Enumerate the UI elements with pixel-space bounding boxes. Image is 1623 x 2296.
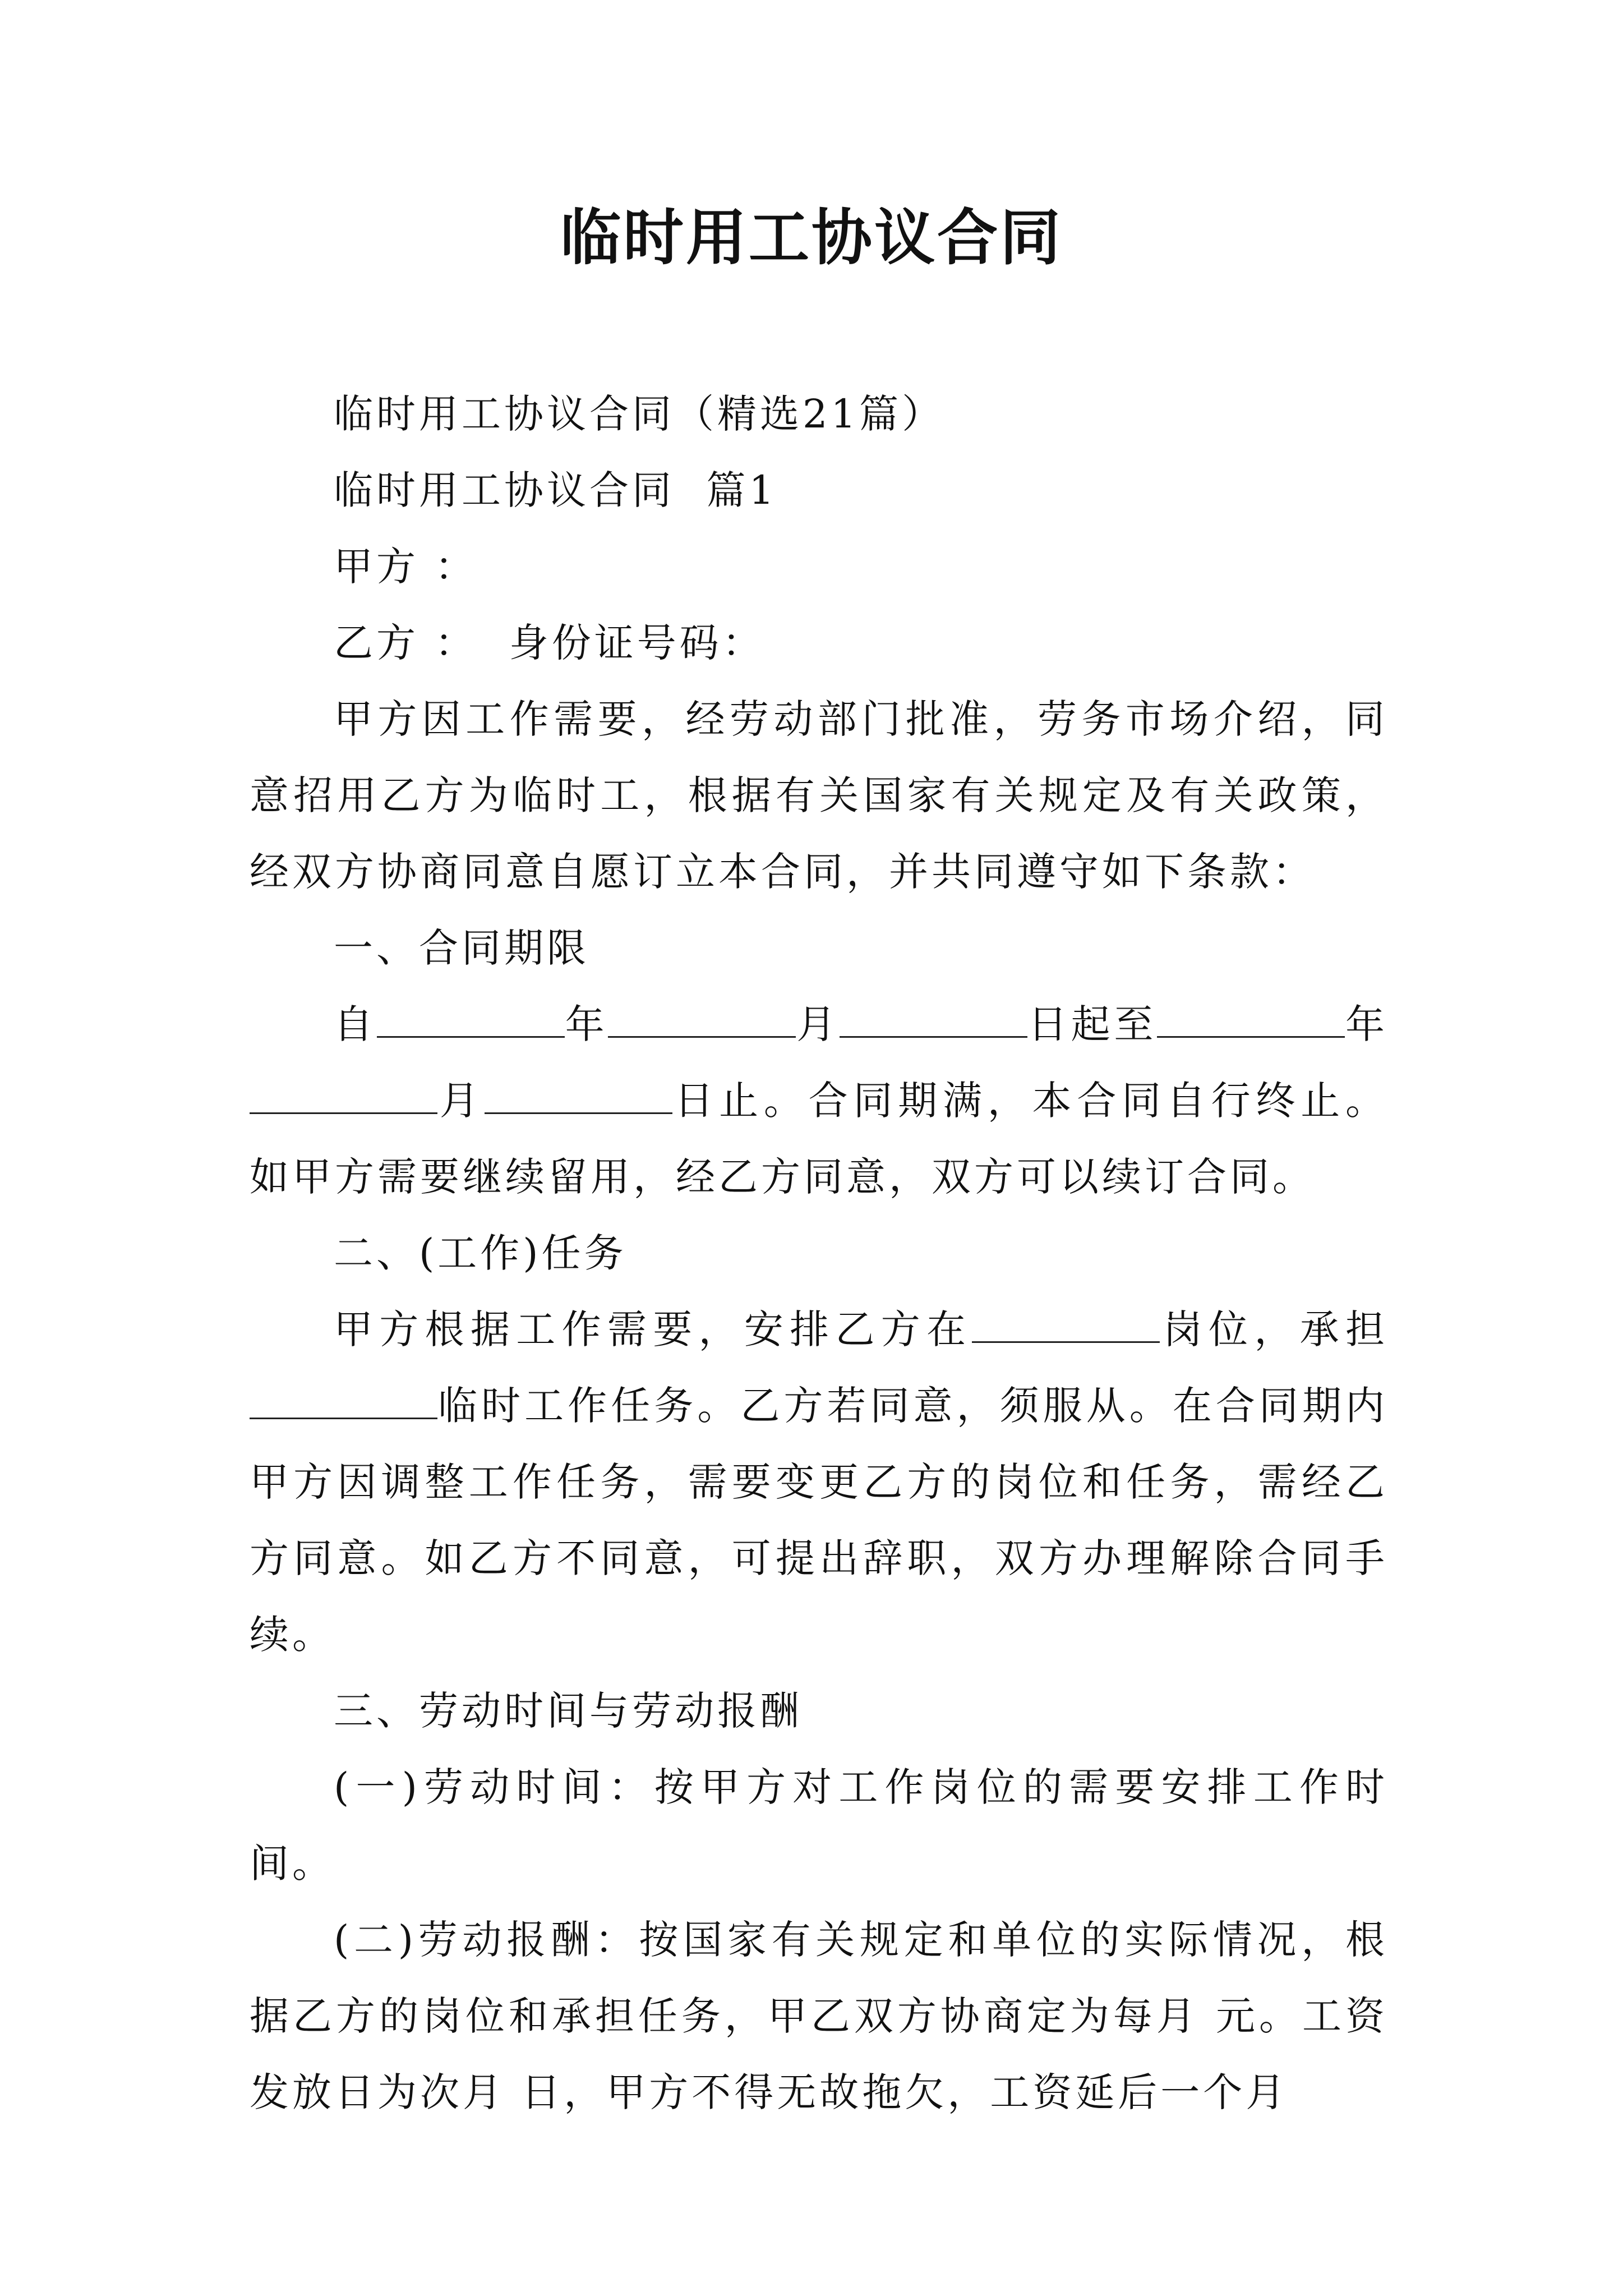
section-1-text-until: 日起至 [1027, 1001, 1158, 1047]
section-1-text-from: 自 [334, 1001, 377, 1047]
document-title: 临时用工协议合同 [560, 203, 1063, 273]
subtitle-line: 临时用工协议合同（精选21篇） [334, 391, 945, 437]
section-1-text-year-2: 年 [1345, 1001, 1389, 1047]
section-2-text-b: 岗位，承担 [1160, 1306, 1389, 1352]
section-1-text-month: 月 [796, 1001, 840, 1047]
blank-task [250, 1378, 437, 1419]
section-1-text-month-2: 月 [437, 1078, 485, 1124]
party-a-line: 甲方 ： [334, 544, 478, 590]
blank-start-day [840, 997, 1027, 1038]
intro-paragraph: 甲方因工作需要，经劳动部门批准，劳务市场介绍，同意招用乙方为临时工，根据有关国家有关规定及有关政策，经双方协商同意自愿订立本合同，并共同遵守如下条款： [250, 696, 1388, 895]
section-1-text-year: 年 [564, 1001, 608, 1047]
party-b-line: 乙方 ： 身份证号码： [334, 620, 765, 666]
section-1-paragraph [250, 986, 1388, 1215]
section-2-text-a: 甲方根据工作需要，安排乙方在 [334, 1306, 972, 1352]
section-3-item-2: (二)劳动报酬：按国家有关规定和单位的实际情况，根据乙方的岗位和承担任务，甲乙双方协商定为每月 元。工资发放日为次月 日，甲方不得无故拖欠，工资延后一个月 [250, 1917, 1388, 2115]
section-1-heading: 一、合同期限 [334, 925, 589, 971]
blank-position [972, 1302, 1160, 1343]
section-2-paragraph [250, 1291, 1388, 1673]
section-3-heading: 三、劳动时间与劳动报酬 [334, 1688, 803, 1734]
section-3-item-1: (一)劳动时间：按甲方对工作岗位的需要安排工作时间。 [250, 1764, 1388, 1887]
document-body [250, 376, 1388, 2131]
section-2-heading: 二、(工作)任务 [334, 1230, 627, 1276]
blank-end-day [485, 1073, 672, 1114]
chapter-heading: 临时用工协议合同 篇1 [334, 467, 778, 513]
section-1-text-end: 日止。合同期满，本合同自行终止。如甲方需要继续留用，经乙方同意，双方可以续订合同。 [250, 1078, 1389, 1200]
blank-start-year [377, 997, 565, 1038]
blank-end-month [250, 1073, 437, 1114]
blank-start-month [608, 997, 796, 1038]
section-2-text-c: 临时工作任务。乙方若同意，须服从。在合同期内甲方因调整工作任务，需要变更乙方的岗位和任务，需经乙方同意。如乙方不同意，可提出辞职，双方办理解除合同手续。 [250, 1383, 1388, 1658]
blank-end-year [1157, 997, 1345, 1038]
